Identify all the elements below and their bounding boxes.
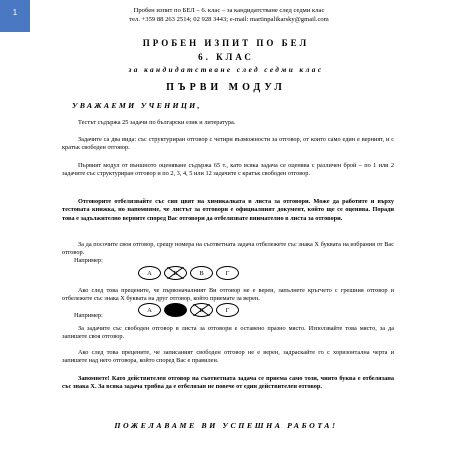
x-mark-icon xyxy=(191,304,212,316)
instruction-paragraph-4: Отговорите отбелязвайте със син цвят на химикалката в листа за отговори. Може да работите и върху тестовата книжка, но напомняме, че листът за отговори е официалният документ, който ще се оценява. Поради това е задължително верните според Вас отговори да отбелязвате внимателно в листа за отговори. xyxy=(62,198,394,222)
module-title: ПЪРВИ МОДУЛ xyxy=(166,82,286,93)
instruction-paragraph-7: За задачите със свободен отговор в листа за отговори е оставено празно място. Използвайте това място, за да запишете своя отговор. xyxy=(62,325,394,341)
instruction-paragraph-8: Ако след това прецените, че записаният свободен отговор не е верен, задраскайте го с хоризонтална черта и запишете над него отговора, който според Вас е правилен. xyxy=(62,349,394,365)
instruction-paragraph-1: Тестът съдържа 25 задачи по български език и литература. xyxy=(78,119,236,126)
closing-wish: ПОЖЕЛАВАМЕ ВИ УСПЕШНА РАБОТА! xyxy=(114,421,338,430)
header-line-1: Пробен изпит по БЕЛ – 6. клас – за кандидатстване след седми клас xyxy=(133,7,325,14)
example-answer-row-2 xyxy=(138,303,278,321)
option-a-circle: А xyxy=(138,266,161,280)
instruction-paragraph-2: Задачите са два вида: със структуриран отговор с четири възможности за отговор, от които само един е верният, и с кратък свободен отговор. xyxy=(62,136,394,152)
instruction-paragraph-5: За да посочите своя отговор, срещу номера на съответната задача отбележете със знака X буквата на избрания от Вас отговор. xyxy=(62,241,394,257)
example-label-1: Например: xyxy=(74,257,103,264)
exam-title: ПРОБЕН ИЗПИТ ПО БЕЛ xyxy=(142,38,310,48)
option-b-circle xyxy=(164,266,187,280)
x-mark-icon xyxy=(165,267,186,279)
option-c-circle: В xyxy=(190,266,213,280)
greeting: УВАЖАЕМИ УЧЕНИЦИ, xyxy=(72,101,202,110)
option-c-circle xyxy=(190,303,213,317)
option-d-circle: Г xyxy=(216,303,239,317)
header-contacts: тел. +359 88 263 2514; 02 928 3443; e-mail: martinpalikarsky@gmail.com xyxy=(129,15,329,23)
page-number-badge: 1 xyxy=(0,0,30,32)
instruction-paragraph-3: Първият модул от външното оценяване съдържа 65 т., като всяка задача се оценява с различен брой – по 1 или 2 задачите със структуриран отговор и по 2, 3, 4, 5 или 12 задачите с кратък свободен отговор. xyxy=(62,162,394,178)
instruction-paragraph-6: Ако след това прецените, че първоначалният Ви отговор не е верен, запълнете кръгчето с грешния отговор и отбележете със знака X буквата на друг отговор, който приемате за верен. xyxy=(62,287,394,303)
grade-title: 6. КЛАС xyxy=(198,52,254,62)
subtitle: за кандидатстване след седми клас xyxy=(128,65,324,74)
page-header xyxy=(64,7,394,25)
example-answer-row-1 xyxy=(138,266,278,284)
option-a-circle: А xyxy=(138,303,161,317)
instruction-paragraph-9: Запомнете! Като действителен отговор на съответната задача се приема само този, чиято буква е отбелязана със знака X. За всяка задача трябва да е отбелязан не повече от един действителен отговор. xyxy=(62,375,394,391)
option-d-circle: Г xyxy=(216,266,239,280)
option-b-filled-circle: Б xyxy=(164,303,187,317)
example-label-2: Например: xyxy=(74,312,103,319)
